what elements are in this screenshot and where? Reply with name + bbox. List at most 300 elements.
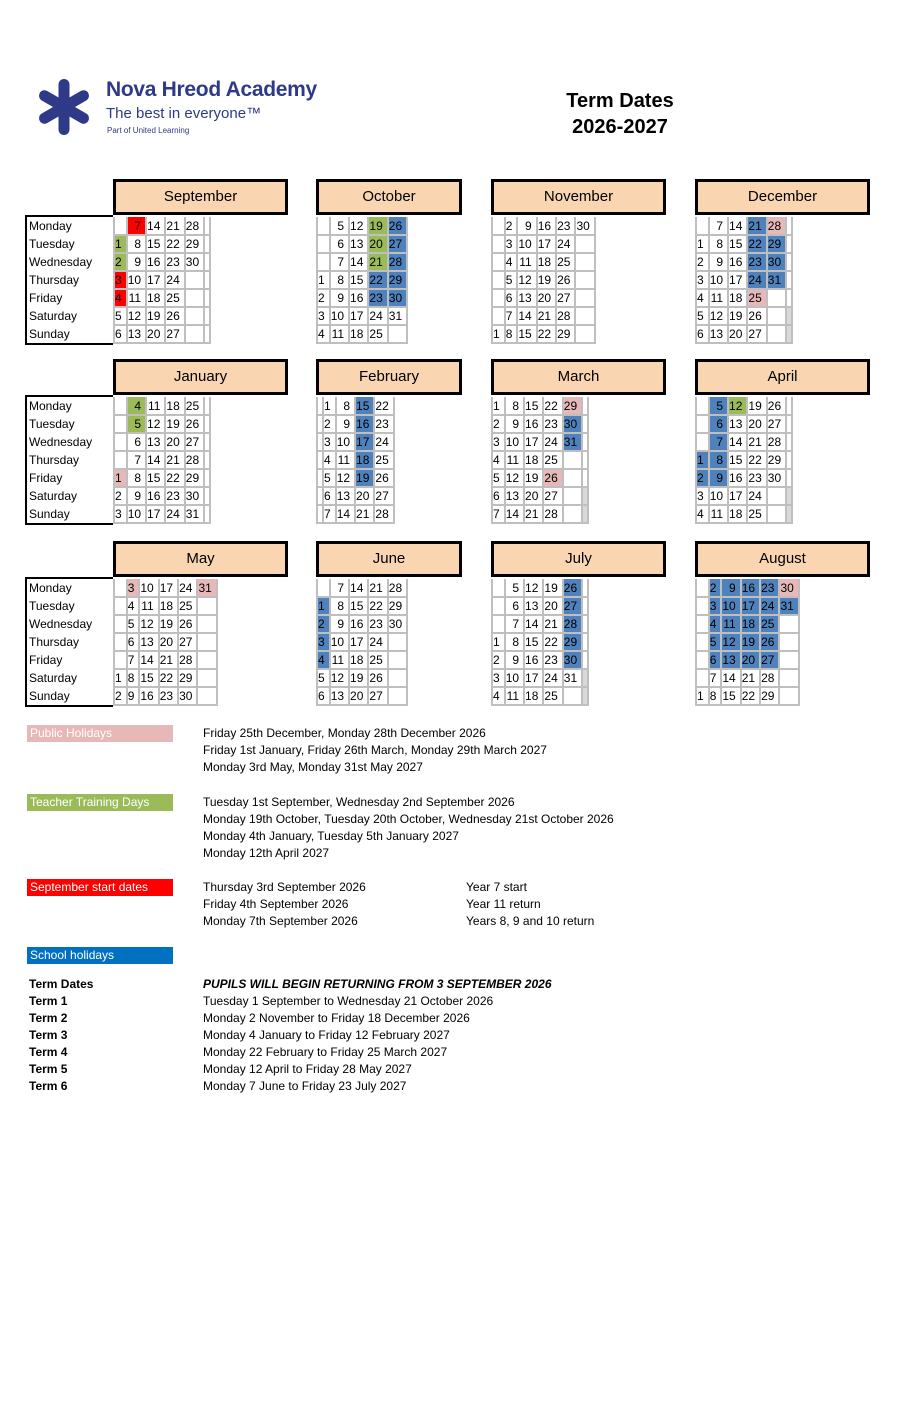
date-cell: 7	[709, 433, 728, 451]
date-cell: 2	[696, 469, 709, 487]
date-cell: 30	[563, 651, 582, 669]
date-cell: 19	[355, 469, 374, 487]
date-cell: 15	[349, 271, 368, 289]
date-cell	[779, 687, 798, 705]
week-row	[114, 271, 210, 289]
date-cell: 3	[709, 597, 722, 615]
date-cell	[582, 451, 588, 469]
date-cell: 26	[165, 307, 184, 325]
date-cell	[786, 433, 792, 451]
date-cell	[696, 579, 709, 597]
page-title	[520, 88, 720, 140]
date-cell	[696, 615, 709, 633]
date-cell: 15	[728, 451, 747, 469]
month-days-grid	[113, 397, 211, 524]
date-cell: 26	[388, 217, 407, 235]
date-cell: 11	[139, 597, 158, 615]
date-cell: 20	[368, 235, 387, 253]
date-cell: 28	[388, 579, 407, 597]
date-cell: 24	[760, 597, 779, 615]
date-cell: 6	[317, 687, 330, 705]
week-row	[114, 307, 210, 325]
date-cell: 26	[760, 633, 779, 651]
date-cell	[696, 633, 709, 651]
date-cell: 19	[368, 217, 387, 235]
date-cell: 13	[721, 651, 740, 669]
week-row	[114, 633, 217, 651]
date-cell: 5	[323, 469, 336, 487]
week-row	[492, 415, 588, 433]
date-cell: 4	[317, 651, 330, 669]
start-dates-swatch: September start dates	[27, 879, 173, 896]
date-cell: 15	[146, 469, 165, 487]
date-cell: 13	[524, 597, 543, 615]
date-cell: 20	[165, 433, 184, 451]
date-cell: 18	[728, 505, 747, 523]
day-label: Tuesday	[29, 599, 75, 613]
date-cell: 17	[728, 487, 747, 505]
day-label: Thursday	[29, 635, 80, 649]
week-row	[114, 289, 210, 307]
date-cell: 16	[349, 289, 368, 307]
date-cell	[317, 579, 330, 597]
date-cell: 16	[146, 253, 165, 271]
date-cell: 25	[747, 505, 766, 523]
date-cell: 24	[374, 433, 393, 451]
date-cell: 6	[505, 597, 524, 615]
date-cell: 30	[185, 253, 204, 271]
week-row	[696, 307, 792, 325]
date-cell: 10	[709, 271, 728, 289]
month-header: December	[695, 179, 870, 215]
date-cell: 28	[185, 217, 204, 235]
week-row	[317, 253, 407, 271]
date-cell	[204, 325, 210, 343]
week-row	[317, 651, 407, 669]
date-cell: 22	[537, 325, 556, 343]
date-cell: 8	[127, 235, 146, 253]
date-cell	[582, 505, 588, 523]
date-cell: 24	[178, 579, 197, 597]
week-row	[317, 579, 407, 597]
day-label: Wednesday	[29, 435, 93, 449]
date-cell: 2	[114, 253, 127, 271]
date-cell: 21	[543, 615, 562, 633]
month-days-grid	[695, 397, 793, 524]
date-cell: 14	[146, 217, 165, 235]
date-cell: 1	[114, 669, 127, 687]
date-cell: 26	[178, 615, 197, 633]
date-cell: 5	[127, 615, 140, 633]
week-row	[114, 669, 217, 687]
date-cell: 6	[127, 433, 146, 451]
date-cell: 4	[696, 505, 709, 523]
date-cell: 22	[543, 633, 562, 651]
date-cell: 25	[543, 451, 562, 469]
term-dates: Monday 4 January to Friday 12 February 2027	[203, 1028, 450, 1042]
date-cell	[767, 487, 786, 505]
date-cell: 17	[349, 307, 368, 325]
date-cell: 27	[374, 487, 393, 505]
date-cell: 4	[127, 397, 146, 415]
date-cell: 27	[760, 651, 779, 669]
start-date-line: Friday 4th September 2026	[203, 897, 349, 911]
date-cell: 3	[323, 433, 336, 451]
date-cell: 10	[517, 235, 536, 253]
date-cell: 17	[146, 505, 165, 523]
date-cell: 9	[709, 253, 728, 271]
date-cell: 7	[330, 253, 349, 271]
day-label: Tuesday	[29, 237, 75, 251]
date-cell: 5	[330, 217, 349, 235]
date-cell: 23	[165, 487, 184, 505]
week-row	[492, 597, 588, 615]
date-cell	[563, 487, 582, 505]
week-row	[492, 271, 595, 289]
date-cell: 8	[336, 397, 355, 415]
date-cell: 17	[741, 597, 760, 615]
date-cell: 12	[524, 579, 543, 597]
week-row	[114, 451, 210, 469]
date-cell: 30	[779, 579, 798, 597]
date-cell	[204, 235, 210, 253]
date-cell: 25	[165, 289, 184, 307]
week-row	[317, 271, 407, 289]
date-cell: 5	[317, 669, 330, 687]
academy-logo	[36, 78, 316, 140]
date-cell: 2	[323, 415, 336, 433]
date-cell	[696, 415, 709, 433]
week-row	[317, 289, 407, 307]
week-row	[696, 433, 792, 451]
date-cell: 27	[556, 289, 575, 307]
date-cell: 13	[517, 289, 536, 307]
date-cell: 19	[728, 307, 747, 325]
date-cell: 30	[575, 217, 594, 235]
month-header: March	[491, 359, 666, 395]
date-cell	[696, 669, 709, 687]
date-cell: 11	[709, 289, 728, 307]
date-cell	[786, 487, 792, 505]
date-cell: 9	[505, 651, 524, 669]
date-cell	[114, 415, 127, 433]
date-cell: 29	[178, 669, 197, 687]
date-cell: 26	[556, 271, 575, 289]
logo-subtitle: Part of United Learning	[107, 126, 190, 135]
day-label: Friday	[29, 653, 63, 667]
date-cell: 27	[747, 325, 766, 343]
date-cell: 3	[492, 433, 505, 451]
date-cell: 8	[505, 633, 524, 651]
date-cell: 5	[505, 579, 524, 597]
month-header: July	[491, 541, 666, 577]
date-cell	[696, 433, 709, 451]
date-cell: 11	[721, 615, 740, 633]
date-cell	[204, 217, 210, 235]
week-row	[114, 253, 210, 271]
week-row	[696, 487, 792, 505]
week-row	[696, 289, 792, 307]
date-cell: 14	[349, 253, 368, 271]
date-cell: 26	[543, 469, 562, 487]
date-cell: 23	[747, 253, 766, 271]
date-cell: 1	[114, 469, 127, 487]
date-cell: 22	[368, 597, 387, 615]
date-cell: 22	[374, 397, 393, 415]
date-cell	[197, 633, 216, 651]
date-cell: 20	[543, 597, 562, 615]
date-cell: 19	[146, 307, 165, 325]
date-cell	[786, 217, 792, 235]
date-cell: 21	[524, 505, 543, 523]
week-row	[114, 505, 210, 523]
date-cell: 30	[178, 687, 197, 705]
date-cell: 1	[696, 235, 709, 253]
date-cell: 2	[114, 487, 127, 505]
week-row	[492, 289, 595, 307]
start-date-note: Year 7 start	[466, 880, 527, 894]
date-cell: 10	[721, 597, 740, 615]
date-cell: 7	[505, 615, 524, 633]
date-cell	[185, 289, 204, 307]
date-cell: 1	[323, 397, 336, 415]
date-cell	[582, 651, 588, 669]
date-cell: 1	[696, 687, 709, 705]
week-row	[114, 651, 217, 669]
date-cell: 27	[543, 487, 562, 505]
date-cell	[114, 217, 127, 235]
date-cell: 11	[709, 505, 728, 523]
date-cell: 6	[492, 487, 505, 505]
date-cell: 6	[505, 289, 518, 307]
month-days-grid	[491, 397, 589, 524]
month-header: November	[491, 179, 666, 215]
date-cell	[492, 217, 505, 235]
week-row	[317, 597, 407, 615]
date-cell: 28	[767, 217, 786, 235]
term-label: Term 4	[29, 1045, 68, 1059]
date-cell: 4	[114, 289, 127, 307]
week-row	[696, 469, 792, 487]
date-cell: 2	[317, 615, 330, 633]
date-cell	[388, 633, 407, 651]
date-cell	[696, 217, 709, 235]
week-row	[696, 271, 792, 289]
date-cell: 4	[492, 687, 505, 705]
teacher-training-line: Monday 19th October, Tuesday 20th October, Wednesday 21st October 2026	[203, 812, 614, 826]
date-cell: 23	[747, 469, 766, 487]
date-cell: 15	[728, 235, 747, 253]
date-cell: 7	[492, 505, 505, 523]
date-cell: 28	[374, 505, 393, 523]
date-cell: 9	[127, 487, 146, 505]
day-label: Sunday	[29, 507, 70, 521]
date-cell	[696, 651, 709, 669]
month-header: August	[695, 541, 870, 577]
date-cell: 18	[146, 289, 165, 307]
week-row	[114, 487, 210, 505]
date-cell	[786, 307, 792, 325]
date-cell: 23	[374, 415, 393, 433]
date-cell: 21	[355, 505, 374, 523]
date-cell	[114, 579, 127, 597]
date-cell: 24	[556, 235, 575, 253]
week-row	[114, 579, 217, 597]
date-cell: 8	[330, 271, 349, 289]
date-cell: 22	[747, 451, 766, 469]
date-cell: 31	[185, 505, 204, 523]
date-cell	[204, 253, 210, 271]
date-cell	[582, 579, 588, 597]
day-label: Sunday	[29, 327, 70, 341]
date-cell	[786, 469, 792, 487]
date-cell: 14	[721, 669, 740, 687]
date-cell: 29	[760, 687, 779, 705]
date-cell: 20	[741, 651, 760, 669]
start-date-note: Year 11 return	[466, 897, 541, 911]
week-row	[114, 397, 210, 415]
day-label: Monday	[29, 219, 72, 233]
term-dates: Monday 7 June to Friday 23 July 2027	[203, 1079, 407, 1093]
week-row	[114, 433, 210, 451]
term-label: Term 5	[29, 1062, 68, 1076]
week-row	[492, 469, 588, 487]
date-cell: 14	[146, 451, 165, 469]
date-cell: 10	[330, 307, 349, 325]
date-cell: 5	[696, 307, 709, 325]
month-header: May	[113, 541, 288, 577]
start-date-note: Years 8, 9 and 10 return	[466, 914, 595, 928]
date-cell: 22	[368, 271, 387, 289]
week-row	[492, 397, 588, 415]
date-cell: 14	[517, 307, 536, 325]
date-cell: 25	[185, 397, 204, 415]
month-header: February	[316, 359, 462, 395]
date-cell: 12	[709, 307, 728, 325]
date-cell: 1	[492, 397, 505, 415]
date-cell: 8	[709, 235, 728, 253]
terms-heading: Term Dates	[29, 977, 94, 991]
date-cell: 25	[760, 615, 779, 633]
date-cell: 3	[317, 307, 330, 325]
date-cell: 4	[696, 289, 709, 307]
date-cell: 31	[767, 271, 786, 289]
week-row	[696, 451, 792, 469]
date-cell: 20	[146, 325, 165, 343]
date-cell: 28	[556, 307, 575, 325]
week-row	[317, 615, 407, 633]
date-cell: 13	[146, 433, 165, 451]
date-cell: 1	[696, 451, 709, 469]
date-cell: 9	[330, 615, 349, 633]
date-cell: 15	[517, 325, 536, 343]
date-cell: 22	[165, 469, 184, 487]
date-cell: 21	[747, 217, 766, 235]
date-cell: 29	[185, 235, 204, 253]
date-cell: 15	[721, 687, 740, 705]
date-cell: 13	[330, 687, 349, 705]
date-cell	[582, 615, 588, 633]
date-cell: 21	[165, 217, 184, 235]
date-cell	[696, 397, 709, 415]
week-row	[696, 579, 799, 597]
date-cell: 19	[349, 669, 368, 687]
date-cell: 10	[505, 669, 524, 687]
date-cell: 29	[388, 271, 407, 289]
term-dates: Monday 2 November to Friday 18 December 2026	[203, 1011, 470, 1025]
date-cell: 19	[537, 271, 556, 289]
week-row	[114, 325, 210, 343]
date-cell: 2	[317, 289, 330, 307]
date-cell: 2	[492, 415, 505, 433]
date-cell: 24	[165, 505, 184, 523]
date-cell: 20	[349, 687, 368, 705]
week-row	[114, 615, 217, 633]
week-row	[317, 687, 407, 705]
date-cell: 2	[492, 651, 505, 669]
week-row	[492, 217, 595, 235]
date-cell	[582, 397, 588, 415]
day-label: Thursday	[29, 273, 80, 287]
date-cell: 15	[524, 397, 543, 415]
date-cell: 21	[368, 253, 387, 271]
date-cell: 29	[185, 469, 204, 487]
month-days-grid	[316, 397, 395, 524]
date-cell: 21	[747, 433, 766, 451]
date-cell: 22	[159, 669, 178, 687]
logo-tagline: The best in everyone™	[106, 105, 262, 122]
date-cell: 21	[368, 579, 387, 597]
date-cell	[204, 505, 210, 523]
date-cell	[779, 669, 798, 687]
term-dates: Monday 22 February to Friday 25 March 2027	[203, 1045, 448, 1059]
date-cell: 17	[524, 433, 543, 451]
date-cell: 18	[165, 397, 184, 415]
date-cell: 16	[524, 415, 543, 433]
date-cell	[197, 669, 216, 687]
week-row	[696, 651, 799, 669]
day-labels	[25, 577, 113, 707]
date-cell: 8	[127, 669, 140, 687]
teacher-training-line: Monday 4th January, Tuesday 5th January 2027	[203, 829, 459, 843]
term-label: Term 3	[29, 1028, 68, 1042]
date-cell: 6	[114, 325, 127, 343]
date-cell: 10	[127, 271, 146, 289]
term-dates: Tuesday 1 September to Wednesday 21 October 2026	[203, 994, 494, 1008]
date-cell	[779, 651, 798, 669]
day-label: Thursday	[29, 453, 80, 467]
date-cell	[185, 325, 204, 343]
date-cell: 29	[388, 597, 407, 615]
date-cell: 21	[159, 651, 178, 669]
date-cell	[696, 597, 709, 615]
date-cell: 19	[165, 415, 184, 433]
start-date-line: Monday 7th September 2026	[203, 914, 358, 928]
week-row	[317, 505, 394, 523]
date-cell: 25	[368, 325, 387, 343]
date-cell: 21	[537, 307, 556, 325]
date-cell: 31	[779, 597, 798, 615]
date-cell: 29	[563, 397, 582, 415]
week-row	[317, 469, 394, 487]
date-cell: 18	[728, 289, 747, 307]
date-cell: 25	[178, 597, 197, 615]
date-cell: 27	[563, 597, 582, 615]
date-cell: 11	[505, 687, 524, 705]
date-cell: 3	[696, 487, 709, 505]
date-cell: 14	[349, 579, 368, 597]
star-logo-icon	[36, 78, 92, 136]
